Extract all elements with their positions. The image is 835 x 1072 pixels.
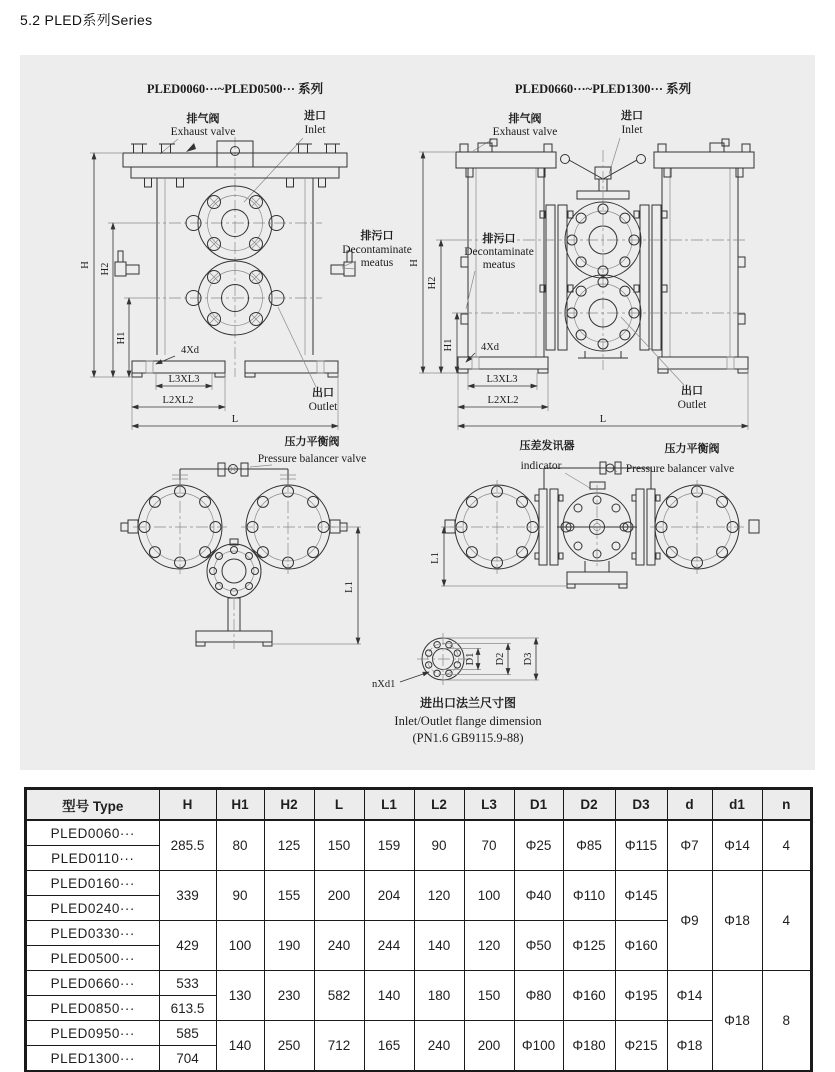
dim-L1-bottom1: L1 <box>344 581 355 593</box>
value-cell: 704 <box>159 1046 216 1072</box>
exhaust-valve-label-en: Exhaust valve <box>170 126 236 138</box>
type-cell: PLED0500··· <box>26 946 159 971</box>
value-cell: Φ9 <box>667 871 712 971</box>
balancer-valve-label-en: Pressure balancer valve <box>257 453 367 465</box>
value-cell: Φ50 <box>514 921 563 971</box>
drain-label-cn: 排污口 <box>360 230 394 242</box>
type-cell: PLED0060··· <box>26 820 159 846</box>
balancer-valve-label-cn: 压力平衡阀 <box>664 443 720 455</box>
type-cell: PLED0330··· <box>26 921 159 946</box>
type-cell: PLED0240··· <box>26 896 159 921</box>
value-cell: 204 <box>364 871 414 921</box>
value-cell: Φ85 <box>563 820 615 871</box>
column-header: D2 <box>563 789 615 820</box>
value-cell: 200 <box>464 1021 514 1072</box>
value-cell: Φ7 <box>667 820 712 871</box>
value-cell: 70 <box>464 820 514 871</box>
value-cell: 165 <box>364 1021 414 1072</box>
flange-caption-en: Inlet/Outlet flange dimension <box>394 714 542 728</box>
type-cell: PLED0110··· <box>26 846 159 871</box>
value-cell: Φ100 <box>514 1021 563 1072</box>
flange-detail <box>372 633 542 745</box>
value-cell: Φ215 <box>615 1021 667 1072</box>
value-cell: 4 <box>762 820 811 871</box>
value-cell: 190 <box>264 921 314 971</box>
dim-H2-series2: H2 <box>427 276 438 290</box>
front-view-series1 <box>80 81 412 430</box>
dimension-table <box>25 788 812 1072</box>
drain-label-cn: 排污口 <box>482 233 516 245</box>
column-header: H <box>159 789 216 820</box>
dim-L3-series1: L3XL3 <box>168 374 200 385</box>
bottom-view-series2 <box>430 438 759 588</box>
value-cell: 130 <box>216 971 264 1021</box>
balancer-valve-label-en: Pressure balancer valve <box>625 463 735 475</box>
value-cell: 613.5 <box>159 996 216 1021</box>
value-cell: 159 <box>364 820 414 871</box>
column-header: n <box>762 789 811 820</box>
value-cell: 4 <box>762 871 811 971</box>
value-cell: 240 <box>314 921 364 971</box>
value-cell: 125 <box>264 820 314 871</box>
technical-drawing <box>20 55 815 770</box>
outlet-label-cn: 出口 <box>312 387 334 399</box>
dim-L2-series2: L2XL2 <box>487 395 519 406</box>
inlet-label-en: Inlet <box>621 124 643 136</box>
column-header: d1 <box>712 789 762 820</box>
dim-L2-series1: L2XL2 <box>162 395 194 406</box>
value-cell: 200 <box>314 871 364 921</box>
exhaust-valve-label-en: Exhaust valve <box>492 126 558 138</box>
value-cell: Φ125 <box>563 921 615 971</box>
value-cell: 150 <box>464 971 514 1021</box>
series2-title: PLED0660···~PLED1300··· 系列 <box>514 82 692 96</box>
drawing-panel <box>20 55 815 770</box>
value-cell: 90 <box>414 820 464 871</box>
value-cell: Φ195 <box>615 971 667 1021</box>
value-cell: 180 <box>414 971 464 1021</box>
outlet-label-en: Outlet <box>308 401 338 413</box>
value-cell: Φ145 <box>615 871 667 921</box>
dim-L-series2: L <box>599 414 607 425</box>
value-cell: Φ18 <box>667 1021 712 1072</box>
column-header: 型号 Type <box>26 789 159 820</box>
value-cell: 100 <box>216 921 264 971</box>
dim-H-series2: H <box>409 259 420 267</box>
column-header: L <box>314 789 364 820</box>
table-row <box>26 820 811 846</box>
value-cell: Φ18 <box>712 871 762 971</box>
value-cell: 533 <box>159 971 216 996</box>
value-cell: 150 <box>314 820 364 871</box>
column-header: L1 <box>364 789 414 820</box>
value-cell: Φ25 <box>514 820 563 871</box>
dim-4xd-series1: 4Xd <box>180 345 200 356</box>
page-title: 5.2 PLED系列Series <box>20 12 153 28</box>
value-cell: 80 <box>216 820 264 871</box>
value-cell: 140 <box>364 971 414 1021</box>
value-cell: Φ160 <box>563 971 615 1021</box>
dim-H2-series1: H2 <box>100 262 111 276</box>
exhaust-valve-label-cn: 排气阀 <box>508 113 542 125</box>
dim-L3-series2: L3XL3 <box>486 374 518 385</box>
front-view-series2 <box>409 81 754 430</box>
column-header: D1 <box>514 789 563 820</box>
dim-H1-series1: H1 <box>116 331 127 345</box>
flange-bolt-label: nXd1 <box>372 679 396 690</box>
value-cell: 582 <box>314 971 364 1021</box>
value-cell: 285.5 <box>159 820 216 871</box>
type-cell: PLED0660··· <box>26 971 159 996</box>
column-header: L2 <box>414 789 464 820</box>
value-cell: Φ115 <box>615 820 667 871</box>
series1-title: PLED0060···~PLED0500··· 系列 <box>146 82 324 96</box>
exhaust-valve-label-cn: 排气阀 <box>186 113 220 125</box>
value-cell: 250 <box>264 1021 314 1072</box>
dim-H-series1: H <box>80 261 91 269</box>
value-cell: 120 <box>464 921 514 971</box>
value-cell: Φ14 <box>667 971 712 1021</box>
inlet-label-cn: 进口 <box>304 110 326 122</box>
dim-L1-bottom2: L1 <box>430 552 441 564</box>
value-cell: Φ110 <box>563 871 615 921</box>
column-header: d <box>667 789 712 820</box>
indicator-label-en: indicator <box>520 460 562 472</box>
column-header: H2 <box>264 789 314 820</box>
drain-label-en1: Decontaminate <box>464 246 534 258</box>
value-cell: 120 <box>414 871 464 921</box>
value-cell: 429 <box>159 921 216 971</box>
type-cell: PLED0950··· <box>26 1021 159 1046</box>
outlet-label-cn: 出口 <box>681 385 703 397</box>
indicator-label-cn: 压差发讯器 <box>519 440 575 452</box>
inlet-label-en: Inlet <box>304 124 326 136</box>
value-cell: Φ180 <box>563 1021 615 1072</box>
value-cell: 90 <box>216 871 264 921</box>
dim-D1-flange: D1 <box>465 652 476 666</box>
drain-label-en2: meatus <box>360 257 394 269</box>
value-cell: Φ18 <box>712 971 762 1072</box>
value-cell: Φ40 <box>514 871 563 921</box>
column-header: D3 <box>615 789 667 820</box>
dim-L-series1: L <box>231 414 239 425</box>
value-cell: 8 <box>762 971 811 1072</box>
table-row <box>26 1021 811 1046</box>
dim-D3-flange: D3 <box>523 652 534 666</box>
outlet-label-en: Outlet <box>677 399 707 411</box>
value-cell: Φ160 <box>615 921 667 971</box>
flange-caption-cn: 进出口法兰尺寸图 <box>419 696 517 710</box>
table-header-row <box>26 789 811 820</box>
value-cell: 155 <box>264 871 314 921</box>
dim-D2-flange: D2 <box>495 652 506 666</box>
value-cell: 712 <box>314 1021 364 1072</box>
value-cell: 100 <box>464 871 514 921</box>
value-cell: 339 <box>159 871 216 921</box>
column-header: L3 <box>464 789 514 820</box>
dim-H1-series2: H1 <box>443 338 454 352</box>
balancer-valve-label-cn: 压力平衡阀 <box>284 436 340 448</box>
inlet-label-cn: 进口 <box>621 110 643 122</box>
table-row <box>26 871 811 896</box>
value-cell: 140 <box>414 921 464 971</box>
drain-label-en2: meatus <box>482 259 516 271</box>
type-cell: PLED0160··· <box>26 871 159 896</box>
flange-caption-std: (PN1.6 GB9115.9-88) <box>412 731 524 745</box>
type-cell: PLED0850··· <box>26 996 159 1021</box>
value-cell: Φ14 <box>712 820 762 871</box>
value-cell: 244 <box>364 921 414 971</box>
table-row <box>26 971 811 996</box>
column-header: H1 <box>216 789 264 820</box>
value-cell: Φ80 <box>514 971 563 1021</box>
drain-label-en1: Decontaminate <box>342 244 412 256</box>
bottom-view-series1 <box>121 434 366 649</box>
type-cell: PLED1300··· <box>26 1046 159 1072</box>
value-cell: 585 <box>159 1021 216 1046</box>
value-cell: 240 <box>414 1021 464 1072</box>
value-cell: 140 <box>216 1021 264 1072</box>
value-cell: 230 <box>264 971 314 1021</box>
dim-4xd-series2: 4Xd <box>480 342 500 353</box>
